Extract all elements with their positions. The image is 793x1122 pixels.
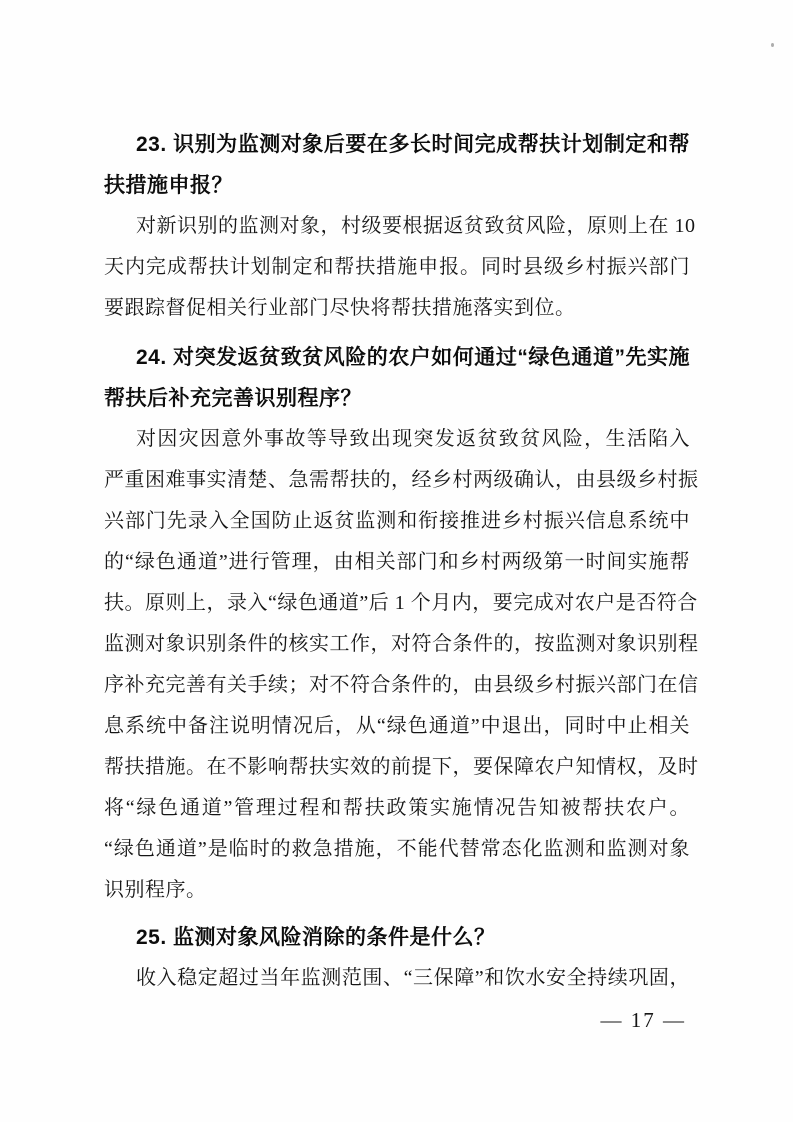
question-24-answer-line-12: 识别程序。	[104, 879, 207, 901]
question-23-title-line-1: 23. 识别为监测对象后要在多长时间完成帮扶计划制定和帮	[136, 133, 690, 156]
question-23-answer-line-1: 对新识别的监测对象，村级要根据返贫致贫风险，原则上在 10	[136, 215, 696, 237]
question-24-answer-line-10: 将“绿色通道”管理过程和帮扶政策实施情况告知被帮扶农户。	[104, 797, 690, 819]
question-24-answer-line-5: 扶。原则上，录入“绿色通道”后 1 个月内，要完成对农户是否符合	[104, 592, 698, 614]
question-24-title-line-2: 帮扶后补充完善识别程序？	[104, 387, 362, 410]
scan-speck	[771, 43, 774, 47]
question-23-answer-line-3: 要跟踪督促相关行业部门尽快将帮扶措施落实到位。	[104, 297, 576, 319]
question-23-answer-line-2: 天内完成帮扶计划制定和帮扶措施申报。同时县级乡村振兴部门	[104, 256, 690, 278]
question-25-answer-line-1: 收入稳定超过当年监测范围、“三保障”和饮水安全持续巩固，	[136, 967, 690, 989]
question-24-answer-line-11: “绿色通道”是临时的救急措施，不能代替常态化监测和监测对象	[104, 838, 690, 860]
page-number: — 17 —	[600, 1008, 686, 1032]
question-24-answer-line-4: 的“绿色通道”进行管理，由相关部门和乡村两级第一时间实施帮	[104, 551, 690, 573]
question-23-title-line-2: 扶措施申报？	[104, 174, 233, 197]
question-24-title-line-1: 24. 对突发返贫致贫风险的农户如何通过“绿色通道”先实施	[136, 346, 690, 369]
question-24-answer-line-7: 序补充完善有关手续；对不符合条件的，由县级乡村振兴部门在信	[104, 674, 699, 696]
question-25-title-line-1: 25. 监测对象风险消除的条件是什么？	[136, 926, 496, 949]
question-24-answer-line-3: 兴部门先录入全国防止返贫监测和衔接推进乡村振兴信息系统中	[104, 510, 690, 532]
question-24-answer-line-9: 帮扶措施。在不影响帮扶实效的前提下，要保障农户知情权，及时	[104, 756, 699, 778]
question-24-answer-line-1: 对因灾因意外事故等导致出现突发返贫致贫风险，生活陷入	[136, 428, 690, 450]
page-content	[104, 124, 699, 999]
question-24-answer-line-2: 严重困难事实清楚、急需帮扶的，经乡村两级确认，由县级乡村振	[104, 469, 699, 491]
question-24-answer-line-8: 息系统中备注说明情况后，从“绿色通道”中退出，同时中止相关	[104, 715, 690, 737]
question-24-answer-line-6: 监测对象识别条件的核实工作，对符合条件的，按监测对象识别程	[104, 633, 699, 655]
